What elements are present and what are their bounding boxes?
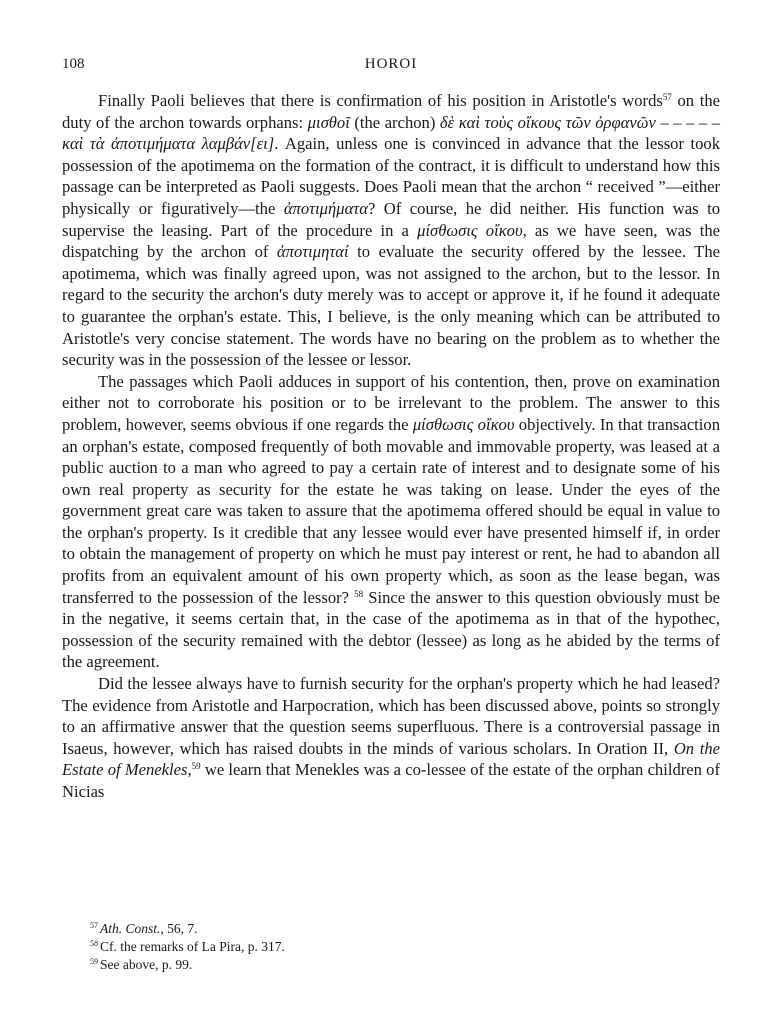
footnote-text: Ath. Const. [100,921,161,936]
footnote-number: 59 [90,957,98,966]
footnote-ref: 57 [662,92,672,102]
greek-text: μίσθωσις οἴκου [417,220,523,240]
footnote [90,956,285,974]
greek-text: ἀποτιμήματα [283,198,368,218]
footnote [90,920,285,938]
text-run: The passages which Paoli adduces in support of his contention, then, prove on examination either not to corroborate his position or to be irrelevant to the problem. The answer to this problem, however, seems obvious if one regards the [62,371,720,434]
paragraph [62,673,720,803]
greek-text: ἀποτιμηταί [276,242,349,262]
paragraph [62,371,720,673]
text-run: to evaluate the security offered by the lessee. The apotimema, which was finally agreed upon, was not assigned to the archon, but to the lessor. In regard to the security the archon's duty merely was to accept or approve it, if he found it adequate to guarantee the orphan's estate. This, I believe, is the only meaning which can be attributed to Aristotle's very concise statement. The words have no bearing on the problem as to whether the security was in the possession of the lessee or lessor. [62,242,720,370]
greek-text: μισθοῖ [307,112,350,132]
text-run: . Again, unless one is convinced in advance that the lessor took possession of the apotimema on the formation of the contract, it is difficult to understand how this passage can be interpreted as Paoli suggests. Does Paoli mean that the archon “ received ”—either physically or figuratively—the [62,134,720,218]
footnotes [90,920,285,974]
greek-text: δὲ καὶ τοὺς οἴκους τῶν ὀρφανῶν – – – – – καὶ τὰ ἀποτιμήματα λαμβάν[ει] [62,112,720,154]
text-run: , [187,760,192,780]
footnote-text: , 56, 7. [160,921,198,936]
footnote-number: 57 [90,921,98,930]
footnote-text: See above, p. 99. [100,957,193,972]
text-run: (the archon) [349,112,440,132]
page-number: 108 [62,56,85,72]
text-run: Finally Paoli believes that there is confirmation of his position in Aristotle's words [98,91,663,110]
text-run: on the duty of the archon towards orphans: [62,91,720,132]
text-run: , as we have seen, was the dispatching by the archon of [62,220,720,262]
text-run: ? Of course, he did neither. His function was to supervise the leasing. Part of the procedure in a [62,198,720,240]
footnote-ref: 58 [354,588,364,599]
text-run: Did the lessee always have to furnish security for the orphan's property which he had leased? The evidence from Aristotle and Harpocration, which has been discussed above, points so strongly to an affirmative answer that the question seems superfluous. There is a controversial passage in Isaeus, however, which has raised doubts in the minds of various scholars. In Oration II, [62,674,720,758]
text-run: objectively. In that transaction an orphan's estate, composed frequently of both movable and immovable property, was leased at a public auction to a man who agreed to pay a certain rate of interest and to designate some of his own real property as security for the estate he was taking on lease. Under the eyes of the government great care was taken to assure that the apotimema offered should be equal in value to the orphan's property. Is it credible that any lessee would ever have presented himself if, in order to obtain the management of property on which he must pay interest or rent, he had to abandon all profits from an equivalent amount of his own property which, as soon as the lease began, was transferred to the possession of the lessor? [62,414,721,607]
greek-text: μίσθωσις οἴκου [412,414,515,434]
paragraph [62,90,720,371]
text-run: we learn that Menekles was a co-lessee of the estate of the orphan children of Nicias [62,760,720,801]
page [62,56,720,803]
footnote-text: Cf. the remarks of La Pira, p. 317. [100,939,285,954]
footnote-number: 58 [90,939,98,948]
footnote [90,938,285,956]
running-head: HOROI [364,56,418,72]
text-run: Since the answer to this question obviously must be in the negative, it seems certain that, in the case of the apotimema as in that of the hypothec, possession of the security remained with the debtor (lessee) as long as he abided by the terms of the agreement. [62,587,720,672]
page-header [62,56,720,80]
footnote-ref: 59 [191,761,201,772]
italic-title: On the Estate of Menekles [62,738,720,780]
body-text [62,90,720,803]
